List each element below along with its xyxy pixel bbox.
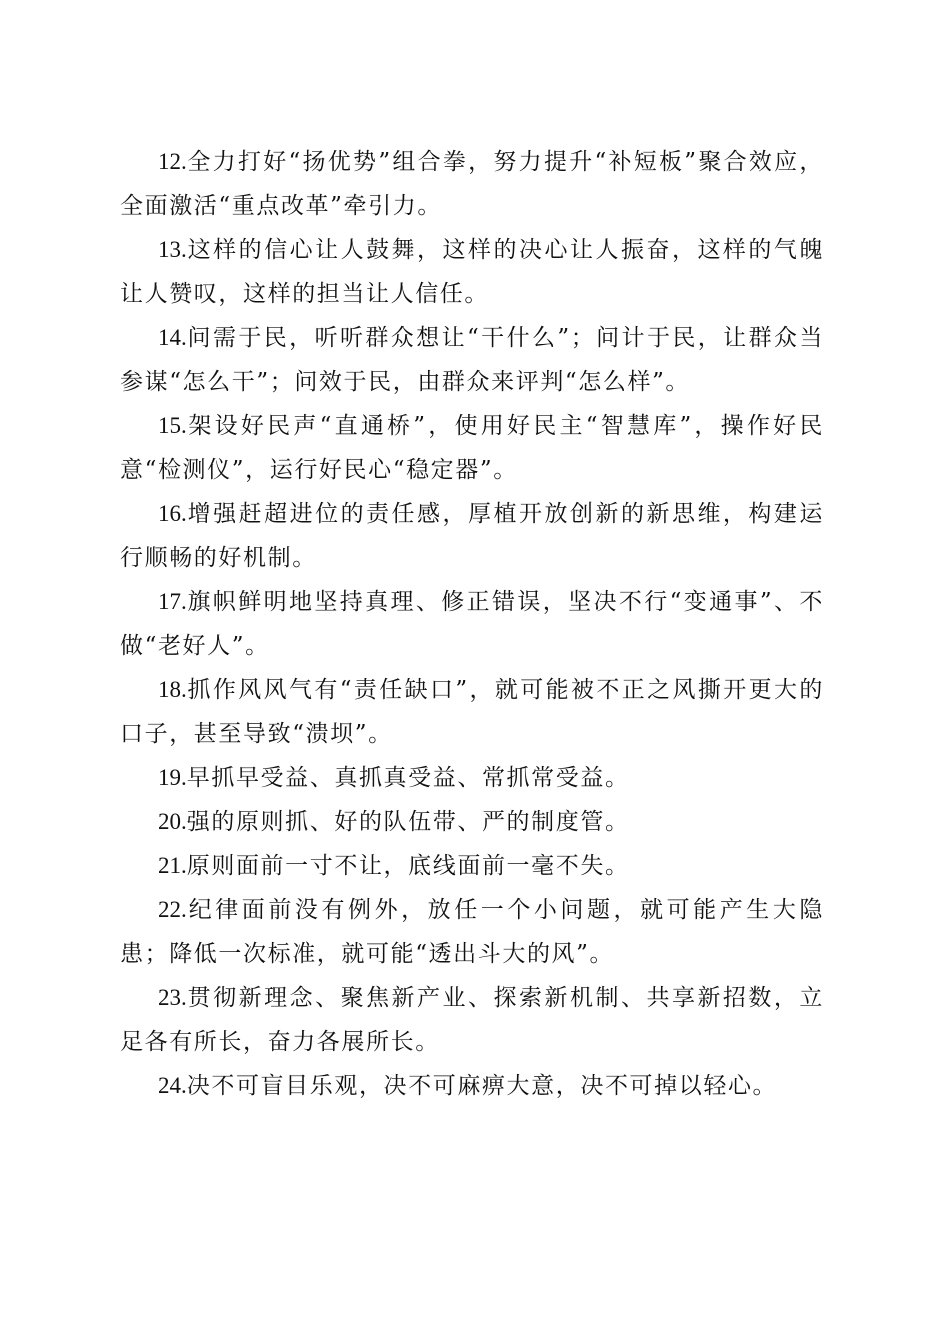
paragraph-text: 贯彻新理念、聚焦新产业、探索新机制、共享新招数，立足各有所长，奋力各展所长。 xyxy=(120,985,824,1055)
paragraph-number: 13. xyxy=(158,237,187,262)
paragraph-number: 15. xyxy=(158,413,187,438)
paragraph-13 xyxy=(120,228,824,316)
paragraph-text: 这样的信心让人鼓舞，这样的决心让人振奋，这样的气魄让人赞叹，这样的担当让人信任。 xyxy=(120,237,824,307)
paragraph-number: 16. xyxy=(158,501,187,526)
paragraph-15 xyxy=(120,404,824,492)
paragraph-text: 强的原则抓、好的队伍带、严的制度管。 xyxy=(186,809,630,835)
paragraph-number: 22. xyxy=(158,897,187,922)
paragraph-number: 17. xyxy=(158,589,187,614)
paragraph-text: 旗帜鲜明地坚持真理、修正错误，坚决不行“变通事”、不做“老好人”。 xyxy=(120,589,824,659)
paragraph-22 xyxy=(120,888,824,976)
paragraph-number: 24. xyxy=(158,1073,187,1098)
paragraph-20 xyxy=(120,800,824,844)
paragraph-text: 原则面前一寸不让，底线面前一毫不失。 xyxy=(186,853,630,879)
paragraph-text: 架设好民声“直通桥”，使用好民主“智慧库”，操作好民意“检测仪”，运行好民心“稳定器”。 xyxy=(120,413,824,483)
paragraph-text: 早抓早受益、真抓真受益、常抓常受益。 xyxy=(186,765,630,791)
document-body xyxy=(120,140,824,1108)
paragraph-number: 20. xyxy=(158,809,187,834)
paragraph-number: 21. xyxy=(158,853,187,878)
paragraph-text: 纪律面前没有例外，放任一个小问题，就可能产生大隐患；降低一次标准，就可能“透出斗大的风”。 xyxy=(120,897,824,967)
paragraph-16 xyxy=(120,492,824,580)
paragraph-21 xyxy=(120,844,824,888)
paragraph-text: 全力打好“扬优势”组合拳，努力提升“补短板”聚合效应，全面激活“重点改革”牵引力。 xyxy=(120,149,824,219)
paragraph-number: 23. xyxy=(158,985,187,1010)
paragraph-text: 抓作风风气有“责任缺口”，就可能被不正之风撕开更大的口子，甚至导致“溃坝”。 xyxy=(120,677,824,747)
paragraph-23 xyxy=(120,976,824,1064)
paragraph-text: 增强赶超进位的责任感，厚植开放创新的新思维，构建运行顺畅的好机制。 xyxy=(120,501,824,571)
paragraph-24 xyxy=(120,1064,824,1108)
paragraph-17 xyxy=(120,580,824,668)
paragraph-19 xyxy=(120,756,824,800)
paragraph-18 xyxy=(120,668,824,756)
paragraph-number: 18. xyxy=(158,677,187,702)
paragraph-12 xyxy=(120,140,824,228)
paragraph-number: 14. xyxy=(158,325,187,350)
paragraph-text: 问需于民，听听群众想让“干什么”；问计于民，让群众当参谋“怎么干”；问效于民，由群众来评判“怎么样”。 xyxy=(120,325,824,395)
paragraph-text: 决不可盲目乐观，决不可麻痹大意，决不可掉以轻心。 xyxy=(186,1073,778,1099)
paragraph-number: 19. xyxy=(158,765,187,790)
paragraph-14 xyxy=(120,316,824,404)
paragraph-number: 12. xyxy=(158,149,187,174)
